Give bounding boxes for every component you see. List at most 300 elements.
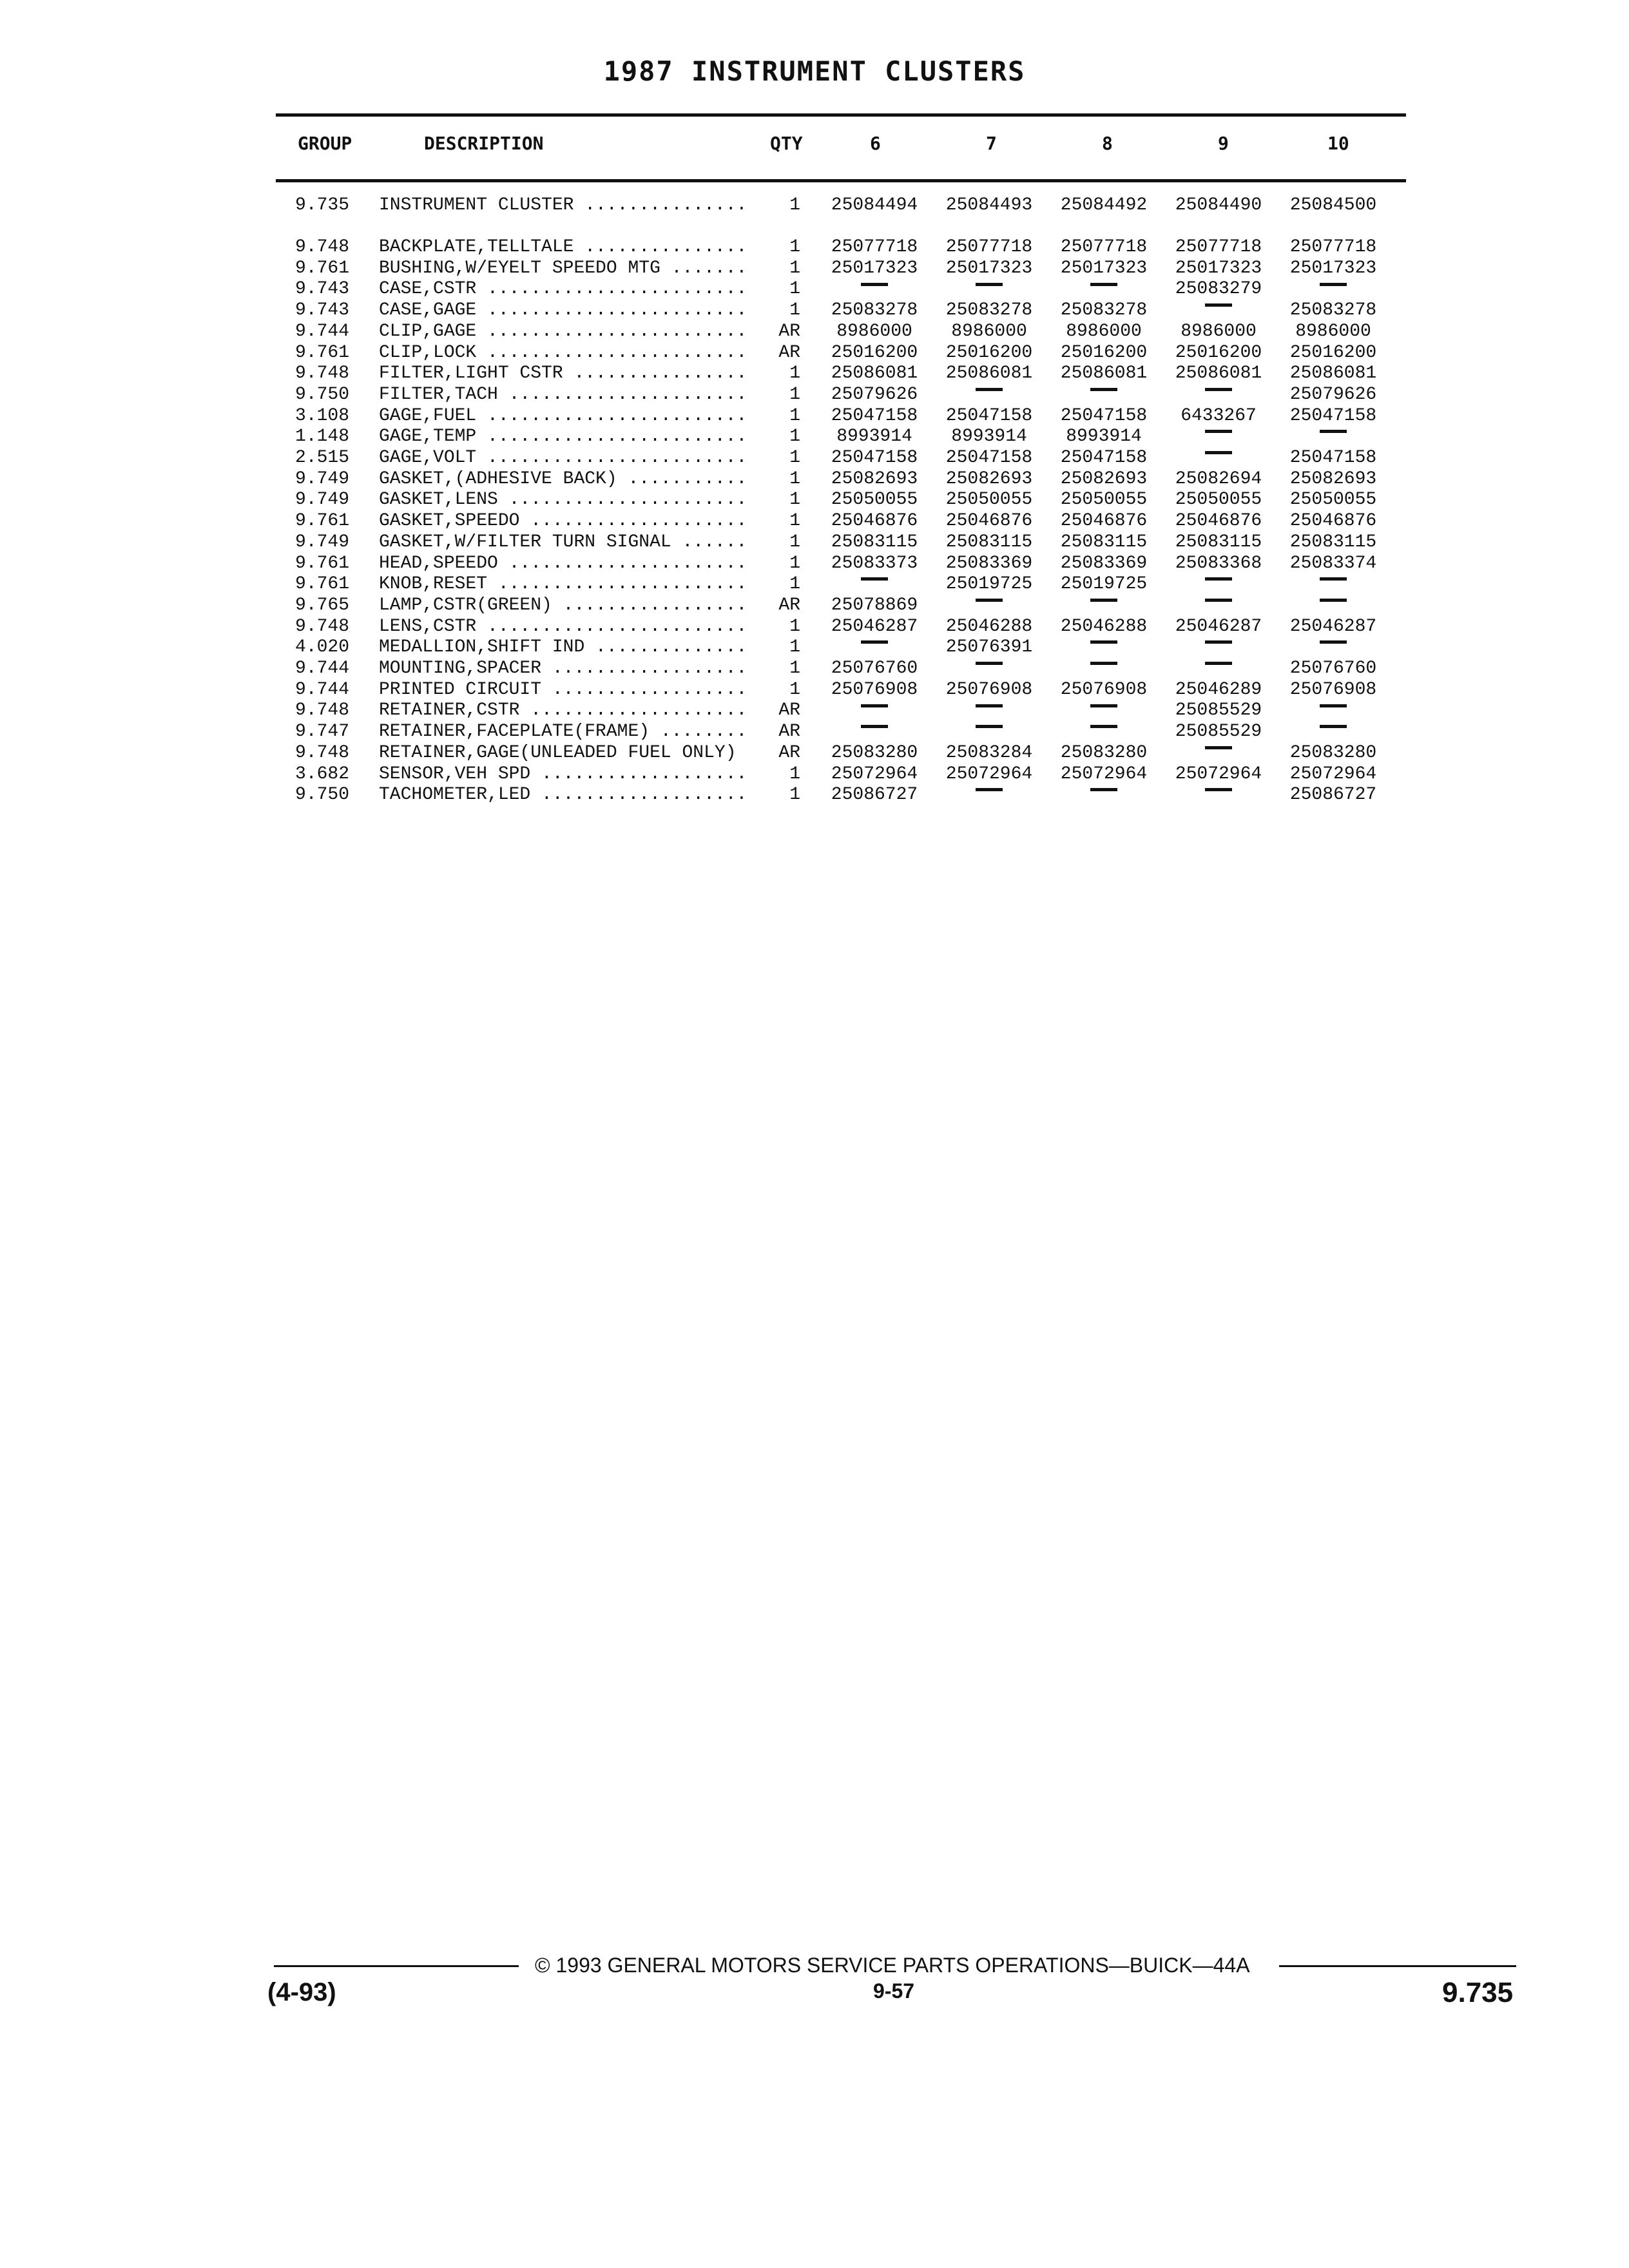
table-row (0, 426, 1629, 447)
row-group: 9.748 (295, 237, 350, 257)
part-number-col-8: 25050055 (1060, 490, 1148, 510)
row-description: GASKET,(ADHESIVE BACK) ........... (379, 468, 747, 489)
part-number-col-7: 25082693 (945, 468, 1033, 489)
table-row (0, 616, 1629, 637)
table-row (0, 258, 1629, 279)
row-description: FILTER,LIGHT CSTR ................ (379, 363, 747, 384)
table-row (0, 784, 1629, 805)
part-number-col-9 (1164, 742, 1273, 764)
part-number-col-9: 25046287 (1175, 616, 1262, 637)
row-qty: AR (778, 342, 800, 363)
row-description: CASE,CSTR ........................ (379, 279, 747, 300)
not-applicable-dash (1090, 725, 1117, 728)
not-applicable-dash (1205, 303, 1232, 307)
part-number-col-10: 25082693 (1289, 468, 1377, 489)
row-qty: 1 (789, 679, 800, 700)
table-row (0, 489, 1629, 510)
part-number-col-6: 25076760 (831, 658, 918, 678)
part-number-col-6: 25084494 (831, 195, 918, 215)
part-number-col-9: 25083115 (1175, 532, 1262, 552)
part-number-col-8: 25083115 (1060, 532, 1148, 552)
row-qty: 1 (789, 553, 800, 573)
part-number-col-9: 25086081 (1175, 363, 1262, 384)
row-qty: 1 (789, 468, 800, 489)
part-number-col-9: 25017323 (1175, 258, 1262, 278)
part-number-col-9: 25084490 (1175, 195, 1262, 215)
row-qty: AR (778, 595, 800, 615)
part-number-col-7: 25046876 (945, 511, 1033, 532)
part-number-col-10: 25050055 (1289, 490, 1377, 510)
part-number-col-10: 25046876 (1289, 511, 1377, 532)
table-row (0, 658, 1629, 679)
part-number-col-10: 25086081 (1289, 363, 1377, 384)
row-qty: 1 (789, 616, 800, 637)
row-group: 9.765 (295, 595, 350, 615)
row-group: 3.108 (295, 405, 350, 426)
part-number-col-9 (1164, 784, 1273, 805)
table-row (0, 553, 1629, 574)
part-number-col-7: 25050055 (945, 490, 1033, 510)
row-description: GAGE,VOLT ........................ (379, 448, 747, 468)
part-number-col-10: 25047158 (1289, 448, 1377, 468)
part-number-col-7 (934, 721, 1044, 742)
part-number-col-6: 25017323 (831, 258, 918, 278)
part-number-col-7: 25076908 (945, 679, 1033, 700)
row-qty: 1 (789, 637, 800, 658)
row-qty: 1 (789, 195, 800, 215)
part-number-col-7: 25016200 (945, 342, 1033, 363)
page-title: 1987 INSTRUMENT CLUSTERS (603, 55, 1026, 87)
row-qty: 1 (789, 448, 800, 468)
row-group: 9.761 (295, 342, 350, 363)
not-applicable-dash (1320, 283, 1347, 286)
not-applicable-dash (1205, 640, 1232, 644)
part-number-col-10 (1278, 573, 1388, 595)
not-applicable-dash (1205, 388, 1232, 391)
not-applicable-dash (1090, 662, 1117, 665)
not-applicable-dash (861, 577, 888, 581)
part-number-col-8 (1049, 278, 1159, 300)
table-row (0, 721, 1629, 742)
row-qty: 1 (789, 658, 800, 678)
part-number-col-7: 8993914 (951, 427, 1027, 447)
part-number-col-9: 25083368 (1175, 553, 1262, 573)
part-number-col-7: 25077718 (945, 237, 1033, 257)
part-number-col-10: 25076760 (1289, 658, 1377, 678)
row-qty: 1 (789, 237, 800, 257)
row-qty: 1 (789, 532, 800, 552)
table-row (0, 510, 1629, 532)
table-row (0, 595, 1629, 616)
header-col-6: 6 (870, 133, 881, 154)
part-number-col-6: 25016200 (831, 342, 918, 363)
part-number-col-8: 25047158 (1060, 405, 1148, 426)
row-qty: 1 (789, 279, 800, 300)
row-group: 9.761 (295, 258, 350, 278)
not-applicable-dash (1205, 451, 1232, 454)
part-number-col-8 (1049, 700, 1159, 721)
table-row (0, 236, 1629, 258)
table-row (0, 195, 1629, 216)
row-description: MOUNTING,SPACER .................. (379, 658, 747, 678)
row-description: CLIP,LOCK ........................ (379, 342, 747, 363)
part-number-col-8: 25076908 (1060, 679, 1148, 700)
part-number-col-8: 25082693 (1060, 468, 1148, 489)
part-number-col-7: 25046288 (945, 616, 1033, 637)
row-qty: AR (778, 742, 800, 763)
not-applicable-dash (976, 704, 1003, 707)
part-number-col-9: 25083279 (1175, 279, 1262, 300)
row-group: 4.020 (295, 637, 350, 658)
part-number-col-6: 25083373 (831, 553, 918, 573)
row-qty: 1 (789, 574, 800, 595)
table-row (0, 300, 1629, 321)
part-number-col-8 (1049, 784, 1159, 805)
part-number-col-7 (934, 595, 1044, 616)
footer-section: 9.735 (1442, 1977, 1514, 2008)
part-number-col-10 (1278, 426, 1388, 447)
header-qty: QTY (770, 133, 803, 154)
not-applicable-dash (1090, 283, 1117, 286)
part-number-col-8: 25083278 (1060, 300, 1148, 321)
part-number-col-8: 25047158 (1060, 448, 1148, 468)
not-applicable-dash (1090, 788, 1117, 791)
part-number-col-8: 25019725 (1060, 574, 1148, 595)
part-number-col-6 (820, 637, 929, 658)
row-description: GAGE,TEMP ........................ (379, 427, 747, 447)
part-number-col-7 (934, 700, 1044, 721)
part-number-col-6: 25086081 (831, 363, 918, 384)
row-description: RETAINER,GAGE(UNLEADED FUEL ONLY) (379, 742, 737, 763)
row-qty: 1 (789, 258, 800, 278)
part-number-col-8 (1049, 658, 1159, 679)
part-number-col-6: 25050055 (831, 490, 918, 510)
part-number-col-8: 25086081 (1060, 363, 1148, 384)
row-description: GAGE,FUEL ........................ (379, 405, 747, 426)
part-number-col-7: 25083115 (945, 532, 1033, 552)
part-number-col-10: 8986000 (1295, 321, 1371, 341)
header-col-10: 10 (1327, 133, 1349, 154)
part-number-col-6: 25046876 (831, 511, 918, 532)
part-number-col-8 (1049, 595, 1159, 616)
table-row (0, 321, 1629, 342)
part-number-col-8: 25017323 (1060, 258, 1148, 278)
not-applicable-dash (1090, 388, 1117, 391)
row-description: RETAINER,CSTR .................... (379, 700, 747, 721)
row-qty: 1 (789, 785, 800, 805)
part-number-col-6 (820, 700, 929, 721)
row-group: 9.761 (295, 511, 350, 532)
part-number-col-9: 25072964 (1175, 764, 1262, 784)
not-applicable-dash (1205, 788, 1232, 791)
footer-date-code: (4-93) (267, 1978, 336, 2006)
part-number-col-7: 25084493 (945, 195, 1033, 215)
part-number-col-8: 8993914 (1066, 427, 1142, 447)
header-col-9: 9 (1218, 133, 1229, 154)
not-applicable-dash (976, 788, 1003, 791)
header-description: DESCRIPTION (424, 133, 544, 154)
row-group: 9.761 (295, 553, 350, 573)
row-qty: 1 (789, 300, 800, 321)
part-number-col-8: 25046876 (1060, 511, 1148, 532)
part-number-col-10 (1278, 721, 1388, 742)
header-col-8: 8 (1102, 133, 1113, 154)
part-number-col-10: 25017323 (1289, 258, 1377, 278)
part-number-col-10: 25047158 (1289, 405, 1377, 426)
part-number-col-10: 25076908 (1289, 679, 1377, 700)
not-applicable-dash (1320, 640, 1347, 644)
row-qty: 1 (789, 363, 800, 384)
part-number-col-10: 25086727 (1289, 785, 1377, 805)
not-applicable-dash (1205, 599, 1232, 602)
not-applicable-dash (1320, 599, 1347, 602)
part-number-col-6 (820, 573, 929, 595)
not-applicable-dash (1320, 577, 1347, 581)
part-number-col-9 (1164, 300, 1273, 321)
row-description: GASKET,W/FILTER TURN SIGNAL ...... (379, 532, 747, 552)
table-row (0, 573, 1629, 595)
table-row (0, 532, 1629, 553)
row-description: PRINTED CIRCUIT .................. (379, 679, 747, 700)
part-number-col-9: 25085529 (1175, 700, 1262, 721)
part-number-col-8: 25083369 (1060, 553, 1148, 573)
header-top-rule (276, 113, 1406, 117)
row-qty: 1 (789, 764, 800, 784)
row-qty: AR (778, 722, 800, 742)
not-applicable-dash (1320, 430, 1347, 433)
part-number-col-9: 25082694 (1175, 468, 1262, 489)
part-number-col-9: 25046289 (1175, 679, 1262, 700)
row-qty: 1 (789, 490, 800, 510)
row-description: CASE,GAGE ........................ (379, 300, 747, 321)
part-number-col-10 (1278, 595, 1388, 616)
not-applicable-dash (1205, 746, 1232, 749)
part-number-col-8: 25077718 (1060, 237, 1148, 257)
part-number-col-9: 25085529 (1175, 722, 1262, 742)
part-number-col-9: 25016200 (1175, 342, 1262, 363)
not-applicable-dash (1090, 640, 1117, 644)
row-group: 1.148 (295, 427, 350, 447)
part-number-col-9 (1164, 426, 1273, 447)
row-qty: 1 (789, 384, 800, 405)
part-number-col-7 (934, 658, 1044, 679)
part-number-col-6: 25079626 (831, 384, 918, 405)
part-number-col-7: 25083369 (945, 553, 1033, 573)
part-number-col-7: 25019725 (945, 574, 1033, 595)
footer-page-number: 9-57 (873, 1979, 915, 2003)
row-description: GASKET,SPEEDO .................... (379, 511, 747, 532)
row-group: 9.749 (295, 490, 350, 510)
header-bottom-rule (276, 179, 1406, 182)
part-number-col-6: 25072964 (831, 764, 918, 784)
part-number-col-9 (1164, 658, 1273, 679)
part-number-col-7: 25086081 (945, 363, 1033, 384)
footer-copyright: © 1993 GENERAL MOTORS SERVICE PARTS OPERATIONS—BUICK—44A (535, 1954, 1250, 1977)
part-number-col-9: 25046876 (1175, 511, 1262, 532)
part-number-col-10: 25079626 (1289, 384, 1377, 405)
part-number-col-9: 25077718 (1175, 237, 1262, 257)
part-number-col-7: 25076391 (945, 637, 1033, 658)
part-number-col-6: 25078869 (831, 595, 918, 615)
row-description: FILTER,TACH ...................... (379, 384, 747, 405)
part-number-col-8: 25072964 (1060, 764, 1148, 784)
row-group: 9.743 (295, 279, 350, 300)
part-number-col-7: 25047158 (945, 405, 1033, 426)
part-number-col-10 (1278, 637, 1388, 658)
table-row (0, 384, 1629, 405)
row-description: RETAINER,FACEPLATE(FRAME) ........ (379, 722, 747, 742)
row-description: HEAD,SPEEDO ...................... (379, 553, 747, 573)
part-number-col-10: 25016200 (1289, 342, 1377, 363)
part-number-col-10: 25083280 (1289, 742, 1377, 763)
part-number-col-9 (1164, 637, 1273, 658)
part-number-col-6: 25047158 (831, 405, 918, 426)
row-description: KNOB,RESET ....................... (379, 574, 747, 595)
not-applicable-dash (1090, 599, 1117, 602)
part-number-col-7: 8986000 (951, 321, 1027, 341)
row-group: 2.515 (295, 448, 350, 468)
part-number-col-6 (820, 278, 929, 300)
not-applicable-dash (1090, 704, 1117, 707)
not-applicable-dash (976, 599, 1003, 602)
table-row (0, 363, 1629, 384)
not-applicable-dash (861, 725, 888, 728)
part-number-col-8: 25046288 (1060, 616, 1148, 637)
part-number-col-8 (1049, 721, 1159, 742)
not-applicable-dash (1205, 662, 1232, 665)
not-applicable-dash (976, 283, 1003, 286)
part-number-col-7 (934, 784, 1044, 805)
row-group: 9.761 (295, 574, 350, 595)
row-group: 9.748 (295, 616, 350, 637)
part-number-col-8 (1049, 637, 1159, 658)
row-group: 9.750 (295, 785, 350, 805)
part-number-col-6: 25086727 (831, 785, 918, 805)
part-number-col-7: 25017323 (945, 258, 1033, 278)
part-number-col-6: 25077718 (831, 237, 918, 257)
header-col-7: 7 (986, 133, 997, 154)
row-group: 9.744 (295, 679, 350, 700)
row-group: 3.682 (295, 764, 350, 784)
part-number-col-6: 25046287 (831, 616, 918, 637)
not-applicable-dash (1205, 577, 1232, 581)
row-qty: AR (778, 321, 800, 341)
not-applicable-dash (861, 640, 888, 644)
row-qty: AR (778, 700, 800, 721)
table-row (0, 405, 1629, 427)
table-row (0, 679, 1629, 700)
row-description: MEDALLION,SHIFT IND .............. (379, 637, 747, 658)
part-number-col-7: 25072964 (945, 764, 1033, 784)
table-row (0, 342, 1629, 363)
row-qty: 1 (789, 405, 800, 426)
part-number-col-6: 25083115 (831, 532, 918, 552)
table-row (0, 637, 1629, 658)
not-applicable-dash (1205, 430, 1232, 433)
not-applicable-dash (976, 662, 1003, 665)
part-number-col-6: 8993914 (836, 427, 912, 447)
row-group: 9.743 (295, 300, 350, 321)
part-number-col-8: 8986000 (1066, 321, 1142, 341)
table-row (0, 764, 1629, 785)
row-group: 9.748 (295, 363, 350, 384)
part-number-col-7: 25083278 (945, 300, 1033, 321)
part-number-col-10: 25084500 (1289, 195, 1377, 215)
row-qty: 1 (789, 511, 800, 532)
not-applicable-dash (861, 283, 888, 286)
row-description: LAMP,CSTR(GREEN) ................. (379, 595, 747, 615)
part-number-col-10 (1278, 700, 1388, 721)
not-applicable-dash (861, 704, 888, 707)
part-number-col-7 (934, 384, 1044, 405)
not-applicable-dash (976, 388, 1003, 391)
part-number-col-9 (1164, 447, 1273, 468)
part-number-col-8: 25016200 (1060, 342, 1148, 363)
footer-right-rule (1279, 1965, 1516, 1967)
part-number-col-9: 8986000 (1181, 321, 1257, 341)
row-description: CLIP,GAGE ........................ (379, 321, 747, 341)
row-description: BACKPLATE,TELLTALE ............... (379, 237, 747, 257)
footer-left-rule (274, 1965, 519, 1967)
part-number-col-6: 25076908 (831, 679, 918, 700)
table-row (0, 278, 1629, 300)
part-number-col-7 (934, 278, 1044, 300)
header-group: GROUP (298, 133, 352, 154)
part-number-col-6: 25083280 (831, 742, 918, 763)
part-number-col-10: 25072964 (1289, 764, 1377, 784)
row-group: 9.750 (295, 384, 350, 405)
table-row (0, 742, 1629, 764)
not-applicable-dash (1320, 704, 1347, 707)
row-group: 9.744 (295, 658, 350, 678)
row-group: 9.747 (295, 722, 350, 742)
part-number-col-10: 25083374 (1289, 553, 1377, 573)
row-description: BUSHING,W/EYELT SPEEDO MTG ....... (379, 258, 747, 278)
row-group: 9.749 (295, 468, 350, 489)
part-number-col-7: 25083284 (945, 742, 1033, 763)
part-number-col-9: 25050055 (1175, 490, 1262, 510)
row-description: GASKET,LENS ...................... (379, 490, 747, 510)
row-description: SENSOR,VEH SPD ................... (379, 764, 747, 784)
table-row (0, 447, 1629, 468)
row-group: 9.749 (295, 532, 350, 552)
not-applicable-dash (976, 725, 1003, 728)
part-number-col-10: 25083115 (1289, 532, 1377, 552)
part-number-col-10 (1278, 278, 1388, 300)
part-number-col-10: 25046287 (1289, 616, 1377, 637)
part-number-col-8: 25084492 (1060, 195, 1148, 215)
part-number-col-9 (1164, 384, 1273, 405)
row-description: LENS,CSTR ........................ (379, 616, 747, 637)
row-description: INSTRUMENT CLUSTER ............... (379, 195, 747, 215)
row-group: 9.735 (295, 195, 350, 215)
row-group: 9.748 (295, 700, 350, 721)
part-number-col-9: 6433267 (1181, 405, 1257, 426)
part-number-col-7: 25047158 (945, 448, 1033, 468)
part-number-col-9 (1164, 573, 1273, 595)
row-qty: 1 (789, 427, 800, 447)
part-number-col-10: 25083278 (1289, 300, 1377, 321)
part-number-col-6: 25082693 (831, 468, 918, 489)
part-number-col-6: 8986000 (836, 321, 912, 341)
table-row (0, 468, 1629, 490)
row-description: TACHOMETER,LED ................... (379, 785, 747, 805)
row-group: 9.748 (295, 742, 350, 763)
part-number-col-8 (1049, 384, 1159, 405)
part-number-col-10: 25077718 (1289, 237, 1377, 257)
row-group: 9.744 (295, 321, 350, 341)
part-number-col-8: 25083280 (1060, 742, 1148, 763)
